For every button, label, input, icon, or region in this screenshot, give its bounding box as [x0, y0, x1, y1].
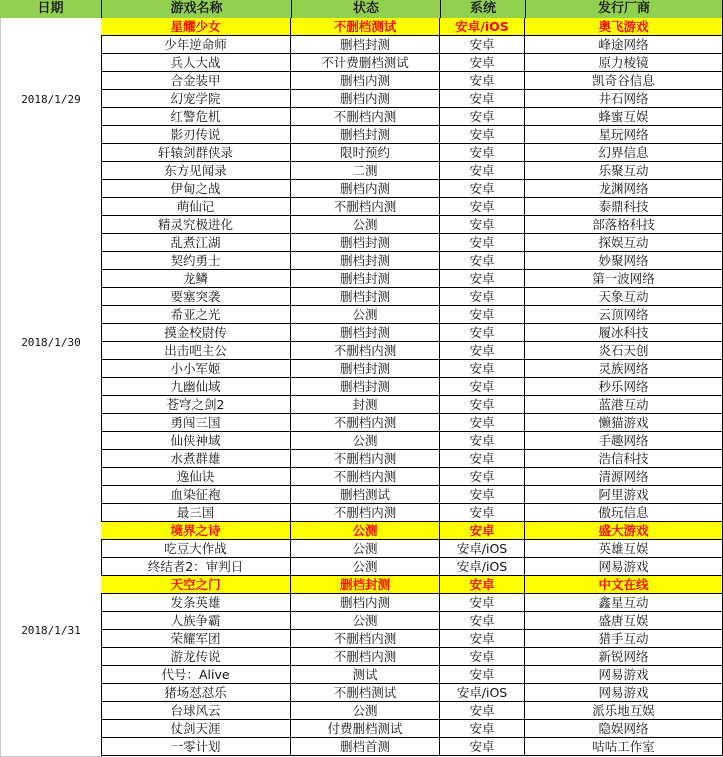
- system-cell: 安卓: [440, 144, 525, 162]
- system-cell: 安卓: [440, 504, 525, 522]
- publisher-cell: 网易游戏: [525, 666, 723, 684]
- status-cell: 删档封测: [291, 252, 440, 270]
- game-name-cell: 幻宠学院: [101, 90, 291, 108]
- table-row: [101, 162, 723, 180]
- system-cell: 安卓/iOS: [440, 558, 525, 576]
- system-cell: 安卓: [440, 468, 525, 486]
- game-name-cell: 游龙传说: [101, 648, 291, 666]
- system-cell: 安卓/iOS: [440, 540, 525, 558]
- table-row: [101, 72, 723, 90]
- game-name-cell: 终结者2：审判日: [101, 558, 291, 576]
- publisher-cell: 网易游戏: [525, 684, 723, 702]
- table-row: [101, 702, 723, 720]
- game-name-cell: 九幽仙域: [101, 378, 291, 396]
- table-row: [101, 720, 723, 738]
- game-name-cell: 出击吧主公: [101, 342, 291, 360]
- system-cell: 安卓: [440, 198, 525, 216]
- system-cell: 安卓: [440, 576, 525, 594]
- system-cell: 安卓: [440, 414, 525, 432]
- game-name-cell: 契约勇士: [101, 252, 291, 270]
- system-cell: 安卓: [440, 720, 525, 738]
- game-name-cell: 合金装甲: [101, 72, 291, 90]
- system-cell: 安卓: [440, 270, 525, 288]
- system-cell: 安卓: [440, 342, 525, 360]
- publisher-cell: 妙聚网络: [525, 252, 723, 270]
- system-cell: 安卓: [440, 738, 525, 756]
- table-row-highlighted: [101, 522, 723, 540]
- table-row: [101, 486, 723, 504]
- game-name-cell: 轩辕剑群侠录: [101, 144, 291, 162]
- publisher-cell: 云顶网络: [525, 306, 723, 324]
- status-cell: 删档内测: [291, 90, 440, 108]
- publisher-cell: 盛大游戏: [525, 522, 723, 540]
- status-cell: 删档首测: [291, 738, 440, 756]
- publisher-cell: 中文在线: [525, 576, 723, 594]
- publisher-cell: 咕咕工作室: [525, 738, 723, 756]
- table-row: [101, 414, 723, 432]
- publisher-cell: 傲玩信息: [525, 504, 723, 522]
- table-row: [101, 252, 723, 270]
- status-cell: 删档封测: [291, 270, 440, 288]
- status-cell: 删档内测: [291, 180, 440, 198]
- table-row: [101, 450, 723, 468]
- system-cell: 安卓: [440, 36, 525, 54]
- game-name-cell: 要塞突袭: [101, 288, 291, 306]
- system-cell: 安卓: [440, 450, 525, 468]
- game-name-cell: 乱煮江湖: [101, 234, 291, 252]
- date-cell: 2018/1/31: [0, 504, 102, 757]
- table-row: [101, 558, 723, 576]
- publisher-cell: 天象互动: [525, 288, 723, 306]
- game-name-cell: 小小军姬: [101, 360, 291, 378]
- game-name-cell: 逸仙诀: [101, 468, 291, 486]
- game-name-cell: 发条英雄: [101, 594, 291, 612]
- publisher-cell: 蜂蜜互娱: [525, 108, 723, 126]
- status-cell: 不删档内测: [291, 504, 440, 522]
- header-game-name: 游戏名称: [102, 0, 292, 19]
- system-cell: 安卓: [440, 612, 525, 630]
- table-row: [101, 504, 723, 522]
- game-name-cell: 龙鳞: [101, 270, 291, 288]
- system-cell: 安卓: [440, 72, 525, 90]
- publisher-cell: 奥飞游戏: [525, 18, 723, 36]
- status-cell: 删档测试: [291, 486, 440, 504]
- table-row: [101, 108, 723, 126]
- game-name-cell: 猪场怼怼乐: [101, 684, 291, 702]
- system-cell: 安卓: [440, 594, 525, 612]
- publisher-cell: 履冰科技: [525, 324, 723, 342]
- game-name-cell: 境界之诗: [101, 522, 291, 540]
- table-row: [101, 738, 723, 756]
- game-name-cell: 东方见闻录: [101, 162, 291, 180]
- table-row: [101, 36, 723, 54]
- game-name-cell: 一零计划: [101, 738, 291, 756]
- table-row: [101, 630, 723, 648]
- table-row: [101, 270, 723, 288]
- game-name-cell: 兵人大战: [101, 54, 291, 72]
- publisher-cell: 手趣网络: [525, 432, 723, 450]
- game-name-cell: 代号：Alive: [101, 666, 291, 684]
- status-cell: 删档内测: [291, 594, 440, 612]
- system-cell: 安卓: [440, 180, 525, 198]
- game-name-cell: 最三国: [101, 504, 291, 522]
- system-cell: 安卓: [440, 378, 525, 396]
- header-status: 状态: [292, 0, 441, 19]
- game-name-cell: 台球风云: [101, 702, 291, 720]
- publisher-cell: 原力棱镜: [525, 54, 723, 72]
- publisher-cell: 鑫星互动: [525, 594, 723, 612]
- system-cell: 安卓: [440, 126, 525, 144]
- system-cell: 安卓: [440, 108, 525, 126]
- status-cell: 公测: [291, 612, 440, 630]
- publisher-cell: 部落格科技: [525, 216, 723, 234]
- game-name-cell: 星耀少女: [101, 18, 291, 36]
- status-cell: 公测: [291, 702, 440, 720]
- table-row: [101, 432, 723, 450]
- publisher-cell: 灵族网络: [525, 360, 723, 378]
- game-name-cell: 红警危机: [101, 108, 291, 126]
- system-cell: 安卓: [440, 288, 525, 306]
- table-row: [101, 126, 723, 144]
- status-cell: 限时预约: [291, 144, 440, 162]
- game-name-cell: 血染征袍: [101, 486, 291, 504]
- publisher-cell: 英雄互娱: [525, 540, 723, 558]
- status-cell: 公测: [291, 522, 440, 540]
- table-row: [101, 216, 723, 234]
- date-cell: 2018/1/29: [0, 18, 102, 181]
- system-cell: 安卓: [440, 324, 525, 342]
- game-name-cell: 摸金校尉传: [101, 324, 291, 342]
- status-cell: 不计费删档测试: [291, 54, 440, 72]
- publisher-cell: 幻界信息: [525, 144, 723, 162]
- publisher-cell: 蓝港互动: [525, 396, 723, 414]
- status-cell: 公测: [291, 540, 440, 558]
- table-row: [101, 666, 723, 684]
- game-name-cell: 荣耀军团: [101, 630, 291, 648]
- publisher-cell: 星玩网络: [525, 126, 723, 144]
- header-date: 日期: [0, 0, 102, 19]
- status-cell: 删档封测: [291, 324, 440, 342]
- status-cell: 删档封测: [291, 36, 440, 54]
- status-cell: 不删档内测: [291, 450, 440, 468]
- publisher-cell: 第一波网络: [525, 270, 723, 288]
- table-row: [101, 396, 723, 414]
- system-cell: 安卓: [440, 432, 525, 450]
- game-name-cell: 伊甸之战: [101, 180, 291, 198]
- system-cell: 安卓: [440, 162, 525, 180]
- publisher-cell: 龙渊网络: [525, 180, 723, 198]
- game-name-cell: 萌仙记: [101, 198, 291, 216]
- table-row: [101, 288, 723, 306]
- system-cell: 安卓: [440, 360, 525, 378]
- publisher-cell: 泰鼎科技: [525, 198, 723, 216]
- date-cell: 2018/1/30: [0, 180, 102, 505]
- publisher-cell: 探娱互动: [525, 234, 723, 252]
- table-row: [101, 234, 723, 252]
- status-cell: 删档内测: [291, 72, 440, 90]
- publisher-cell: 懒猫游戏: [525, 414, 723, 432]
- header-publisher: 发行厂商: [526, 0, 723, 19]
- system-cell: 安卓: [440, 54, 525, 72]
- table-row: [101, 540, 723, 558]
- status-cell: 不删档内测: [291, 108, 440, 126]
- publisher-cell: 乐聚互动: [525, 162, 723, 180]
- status-cell: 删档封测: [291, 378, 440, 396]
- status-cell: 不删档测试: [291, 18, 440, 36]
- publisher-cell: 井石网络: [525, 90, 723, 108]
- game-name-cell: 吃豆大作战: [101, 540, 291, 558]
- status-cell: 删档封测: [291, 360, 440, 378]
- publisher-cell: 隐娱网络: [525, 720, 723, 738]
- status-cell: 不删档内测: [291, 648, 440, 666]
- game-name-cell: 仙侠神域: [101, 432, 291, 450]
- publisher-cell: 凯奇谷信息: [525, 72, 723, 90]
- system-cell: 安卓: [440, 252, 525, 270]
- table-row: [101, 360, 723, 378]
- status-cell: 删档封测: [291, 126, 440, 144]
- game-name-cell: 仗剑天涯: [101, 720, 291, 738]
- status-cell: 公测: [291, 558, 440, 576]
- status-cell: 公测: [291, 432, 440, 450]
- status-cell: 删档封测: [291, 576, 440, 594]
- game-name-cell: 精灵究极进化: [101, 216, 291, 234]
- table-row: [101, 468, 723, 486]
- publisher-cell: 盛唐互娱: [525, 612, 723, 630]
- publisher-cell: 峰途网络: [525, 36, 723, 54]
- system-cell: 安卓: [440, 216, 525, 234]
- table-row: [101, 180, 723, 198]
- status-cell: 不删档测试: [291, 684, 440, 702]
- status-cell: 公测: [291, 216, 440, 234]
- table-row: [101, 324, 723, 342]
- publisher-cell: 秒乐网络: [525, 378, 723, 396]
- publisher-cell: 新锐网络: [525, 648, 723, 666]
- system-cell: 安卓/iOS: [440, 18, 525, 36]
- status-cell: 不删档内测: [291, 198, 440, 216]
- publisher-cell: 清源网络: [525, 468, 723, 486]
- table-row: [101, 594, 723, 612]
- system-cell: 安卓: [440, 702, 525, 720]
- system-cell: 安卓: [440, 234, 525, 252]
- game-name-cell: 苍穹之剑2: [101, 396, 291, 414]
- status-cell: 公测: [291, 306, 440, 324]
- system-cell: 安卓: [440, 522, 525, 540]
- table-row: [101, 144, 723, 162]
- system-cell: 安卓: [440, 648, 525, 666]
- publisher-cell: 网易游戏: [525, 558, 723, 576]
- table-row: [101, 684, 723, 702]
- status-cell: 不删档内测: [291, 468, 440, 486]
- table-row: [101, 198, 723, 216]
- system-cell: 安卓: [440, 396, 525, 414]
- status-cell: 删档封测: [291, 234, 440, 252]
- status-cell: 付费删档测试: [291, 720, 440, 738]
- header-system: 系统: [441, 0, 526, 19]
- table-row: [101, 378, 723, 396]
- table-row: [101, 648, 723, 666]
- publisher-cell: 派乐地互娱: [525, 702, 723, 720]
- game-name-cell: 水煮群雄: [101, 450, 291, 468]
- table-row: [101, 54, 723, 72]
- publisher-cell: 阿里游戏: [525, 486, 723, 504]
- status-cell: 不删档内测: [291, 342, 440, 360]
- status-cell: 测试: [291, 666, 440, 684]
- table-row: [101, 306, 723, 324]
- system-cell: 安卓/iOS: [440, 684, 525, 702]
- game-name-cell: 少年逆命师: [101, 36, 291, 54]
- game-name-cell: 勇闯三国: [101, 414, 291, 432]
- table-row-highlighted: [101, 576, 723, 594]
- table-row: [101, 90, 723, 108]
- status-cell: 不删档内测: [291, 630, 440, 648]
- game-name-cell: 影刃传说: [101, 126, 291, 144]
- table-row: [101, 342, 723, 360]
- publisher-cell: 猎手互动: [525, 630, 723, 648]
- status-cell: 封测: [291, 396, 440, 414]
- game-name-cell: 希亚之光: [101, 306, 291, 324]
- system-cell: 安卓: [440, 306, 525, 324]
- publisher-cell: 浩信科技: [525, 450, 723, 468]
- table-row-highlighted: [101, 18, 723, 36]
- system-cell: 安卓: [440, 630, 525, 648]
- system-cell: 安卓: [440, 486, 525, 504]
- status-cell: 不删档内测: [291, 414, 440, 432]
- status-cell: 二测: [291, 162, 440, 180]
- system-cell: 安卓: [440, 90, 525, 108]
- system-cell: 安卓: [440, 666, 525, 684]
- game-name-cell: 人族争霸: [101, 612, 291, 630]
- publisher-cell: 炎石天创: [525, 342, 723, 360]
- game-name-cell: 天空之门: [101, 576, 291, 594]
- status-cell: 删档封测: [291, 288, 440, 306]
- table-row: [101, 612, 723, 630]
